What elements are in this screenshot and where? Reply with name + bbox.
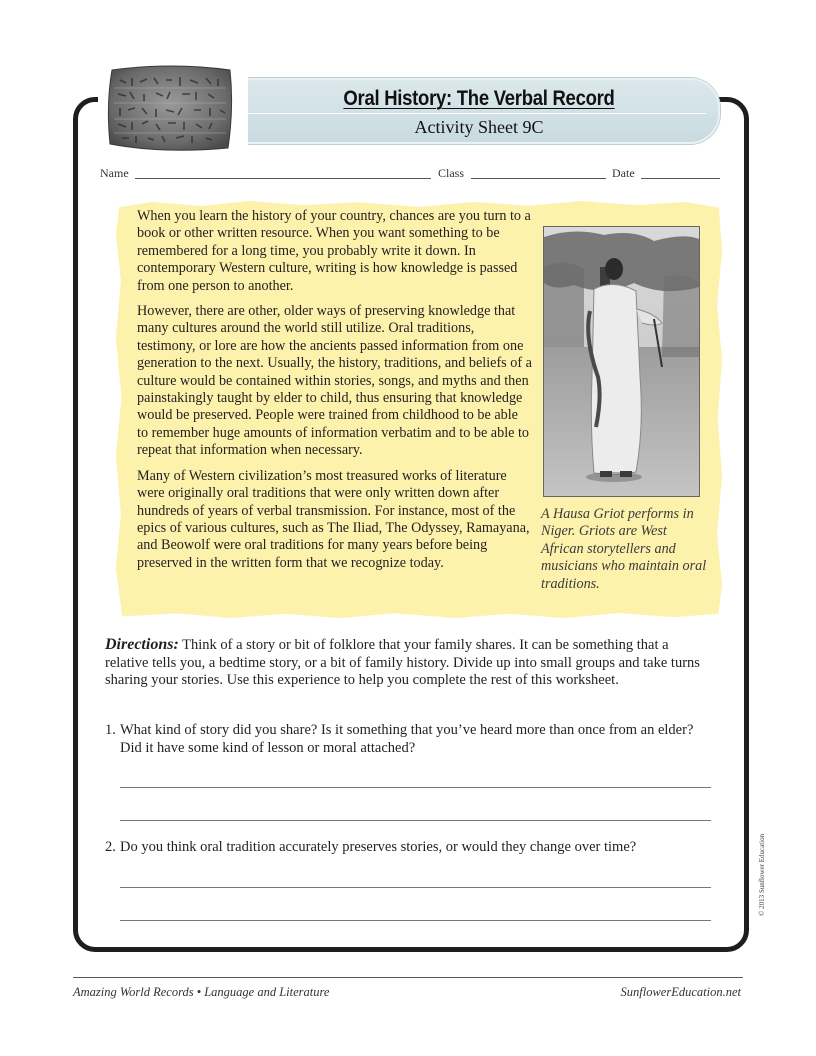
banner-divider (240, 113, 706, 114)
answer-line[interactable] (120, 920, 711, 921)
question-1 (105, 722, 715, 757)
copyright-notice: © 2013 Sunflower Education (758, 833, 766, 916)
reading-passage (137, 208, 532, 580)
reading-paragraph: Many of Western civilization’s most treasured works of literature were originally oral traditions that were only written down after hundreds of years of verbal transmission. For instance, most of the epics of various cultures, such as The Iliad, The Odyssey, Ramayana, and Beowolf were oral traditions for many years before being preserved in the written form that we recognize today. (137, 467, 530, 571)
title-banner (238, 78, 720, 144)
question-2 (105, 839, 715, 857)
answer-line[interactable] (120, 887, 711, 888)
answer-line[interactable] (120, 787, 711, 788)
question-number: 2. (105, 839, 116, 855)
directions-label: Directions: (105, 636, 179, 653)
photo-caption: A Hausa Griot performs in Niger. Griots are West African storytellers and musicians who maintain oral traditions. (541, 506, 707, 592)
question-text: What kind of story did you share? Is it something that you’ve heard more than once from an elder? Did it have some kind of lesson or moral attached? (120, 722, 694, 756)
name-line (135, 178, 431, 179)
reading-paragraph: However, there are other, older ways of preserving knowledge that many cultures around the world still utilize. Oral traditions, testimony, or lore are how the ancients passed information from one generation to the next. Usually, the history, traditions, and beliefs of a culture would be contained within stories, songs, and myths and then painstakingly taught by elder to child, thus ensuring that knowledge would be preserved. People were trained from childhood to be able to remember huge amounts of information verbatim and to be able to repeat that information when necessary. (137, 303, 532, 459)
page-title: Oral History: The Verbal Record (343, 87, 615, 110)
footer-series: Amazing World Records • Language and Literature (73, 985, 330, 999)
question-number: 1. (105, 722, 116, 738)
name-label: Name (100, 166, 129, 180)
footer-website: SunflowerEducation.net (620, 985, 741, 999)
class-label: Class (438, 166, 465, 180)
student-info-row (100, 166, 720, 182)
class-line (471, 178, 606, 179)
cuneiform-tablet-image (98, 60, 248, 160)
griot-photo (543, 226, 700, 497)
date-line (641, 178, 720, 179)
reading-paragraph: When you learn the history of your country, chances are you turn to a book or other written resource. When you want something to be remembered for a long time, you probably write it down. In contemporary Western culture, writing is how knowledge is passed from one person to another. (137, 208, 531, 294)
question-text: Do you think oral tradition accurately preserves stories, or would they change over time? (120, 839, 637, 855)
answer-line[interactable] (120, 820, 711, 821)
date-label: Date (612, 166, 635, 180)
page-subtitle: Activity Sheet 9C (414, 117, 544, 137)
footer-divider (73, 977, 743, 978)
directions-text: Think of a story or bit of folklore that your family shares. It can be something that a relative tells you, a bedtime story, or a bit of family history. Divide up into small groups and take turns sharing your stories. Use this experience to help you complete the rest of this worksheet. (105, 637, 700, 688)
directions (105, 636, 705, 690)
